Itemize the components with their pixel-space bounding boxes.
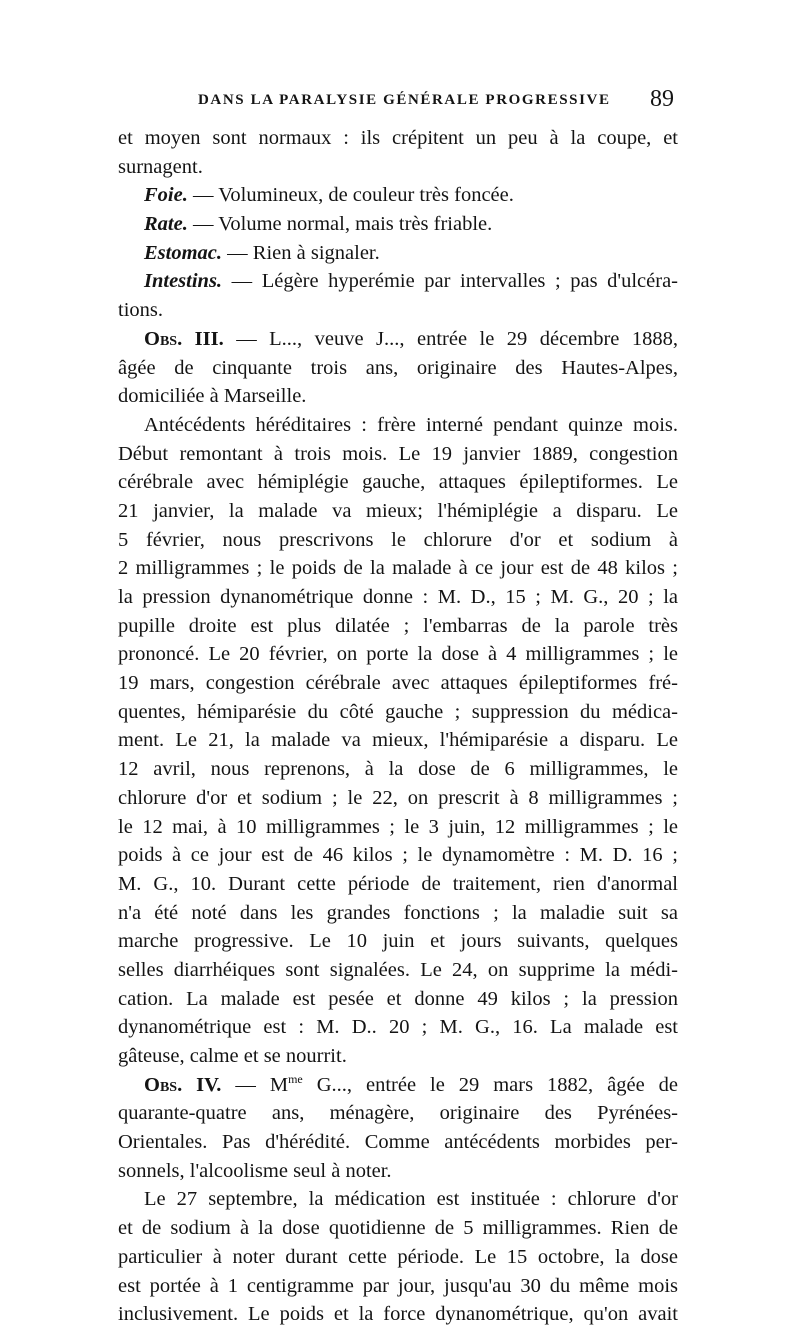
text-line: Orientales. Pas d'hérédité. Comme antécédents morbides per- xyxy=(118,1131,678,1154)
text-line: n'a été noté dans les grandes fonctions ; la maladie suit sa xyxy=(118,901,678,924)
text-line: sonnels, l'alcoolisme seul à noter. xyxy=(118,1159,392,1182)
organ-text: — Volume normal, mais très friable. xyxy=(192,213,493,236)
text-line: et de sodium à la dose quotidienne de 5 milligrammes. Rien de xyxy=(118,1217,678,1240)
text-line: ment. Le 21, la malade va mieux, l'hémiparésie a disparu. Le xyxy=(118,729,678,752)
text-line: 21 janvier, la malade va mieux; l'hémiplégie a disparu. Le xyxy=(118,499,678,522)
text-line: tions. xyxy=(118,299,163,322)
text-line: Le 27 septembre, la médication est instituée : chlorure d'or xyxy=(144,1188,678,1211)
observation-3-heading xyxy=(118,325,678,411)
text-line: gâteuse, calme et se nourrit. xyxy=(118,1045,347,1067)
text-line: Début remontant à trois mois. Le 19 janvier 1889, congestion xyxy=(118,442,678,465)
organ-text: — Rien à signaler. xyxy=(227,241,380,264)
organ-entry-spleen xyxy=(118,210,678,239)
title-superscript: me xyxy=(288,1071,303,1086)
text-line: le 12 mai, à 10 milligrammes ; le 3 juin, 12 milligrammes ; le xyxy=(118,815,678,838)
text-line: cation. La malade est pesée et donne 49 kilos ; la pression xyxy=(118,987,678,1010)
organ-entry-liver xyxy=(118,181,678,210)
observation-label: Obs. IV. xyxy=(144,1073,222,1096)
observation-3-history xyxy=(118,411,678,1071)
text-line: M. G., 10. Durant cette période de traitement, rien d'anormal xyxy=(118,872,678,895)
organ-text: — Légère hyperémie par intervalles ; pas d'ulcéra- xyxy=(231,270,678,293)
text-line: la pression dynanométrique donne : M. D., 15 ; M. G., 20 ; la xyxy=(118,586,678,608)
text-line: surnagent. xyxy=(118,155,203,178)
text-line: pupille droite est plus dilatée ; l'embarras de la parole très xyxy=(118,614,678,637)
text-line: quentes, hémiparésie du côté gauche ; suppression du médica- xyxy=(118,700,678,723)
text-line xyxy=(118,1071,678,1100)
observation-dash: — M xyxy=(235,1073,289,1096)
text-line: 19 mars, congestion cérébrale avec attaques épileptiformes fré- xyxy=(118,672,678,695)
body-text xyxy=(118,124,678,1329)
page-number: 89 xyxy=(650,86,674,112)
text-line: quarante-quatre ans, ménagère, originaire des Pyrénées- xyxy=(118,1102,678,1125)
running-head xyxy=(118,86,678,118)
organ-label: Foie. xyxy=(144,184,188,207)
paragraph-continuation xyxy=(118,124,678,181)
text-line: 2 milligrammes ; le poids de la malade à ce jour est de 48 kilos ; xyxy=(118,557,678,580)
organ-label: Estomac. xyxy=(144,241,223,264)
text-line: inclusivement. Le poids et la force dynanométrique, qu'on avait xyxy=(118,1303,678,1326)
text-line xyxy=(118,267,678,296)
observation-4-heading xyxy=(118,1071,678,1186)
text-line: selles diarrhéiques sont signalées. Le 24, on supprime la médi- xyxy=(118,958,678,981)
text-line: et moyen sont normaux : ils crépitent un peu à la coupe, et xyxy=(118,127,678,149)
running-title: DANS LA PARALYSIE GÉNÉRALE PROGRESSIVE xyxy=(198,92,611,108)
observation-text: — L..., veuve J..., entrée le 29 décembre 1888, xyxy=(236,327,678,350)
organ-entry-intestines xyxy=(118,267,678,324)
observation-4-treatment xyxy=(118,1185,678,1328)
organ-label: Intestins. xyxy=(144,270,223,293)
text-line: poids à ce jour est de 46 kilos ; le dynamomètre : M. D. 16 ; xyxy=(118,844,678,867)
text-line: est portée à 1 centigramme par jour, jusqu'au 30 du même mois xyxy=(118,1274,678,1297)
text-line: prononcé. Le 20 février, on porte la dose à 4 milligrammes ; le xyxy=(118,643,678,666)
text-line: dynanométrique est : M. D.. 20 ; M. G., 16. La malade est xyxy=(118,1016,678,1039)
observation-text: G..., entrée le 29 mars 1882, âgée de xyxy=(302,1073,678,1096)
text-line: Antécédents héréditaires : frère interné pendant quinze mois. xyxy=(144,413,678,436)
organ-text: — Volumineux, de couleur très foncée. xyxy=(192,184,514,207)
text-line: 12 avril, nous reprenons, à la dose de 6 milligrammes, le xyxy=(118,758,678,781)
organ-label: Rate. xyxy=(144,213,188,236)
observation-label: Obs. III. xyxy=(144,327,224,350)
text-line: 5 février, nous prescrivons le chlorure d'or et sodium à xyxy=(118,528,678,551)
text-line: particulier à noter durant cette période. Le 15 octobre, la dose xyxy=(118,1245,678,1268)
text-line xyxy=(118,325,678,354)
text-line: domiciliée à Marseille. xyxy=(118,385,307,408)
text-line: chlorure d'or et sodium ; le 22, on prescrit à 8 milligrammes ; xyxy=(118,786,678,809)
text-line: âgée de cinquante trois ans, originaire des Hautes-Alpes, xyxy=(118,356,678,379)
text-line: cérébrale avec hémiplégie gauche, attaques épileptiformes. Le xyxy=(118,471,678,494)
organ-entry-stomach xyxy=(118,239,678,268)
text-line: marche progressive. Le 10 juin et jours suivants, quelques xyxy=(118,930,678,953)
